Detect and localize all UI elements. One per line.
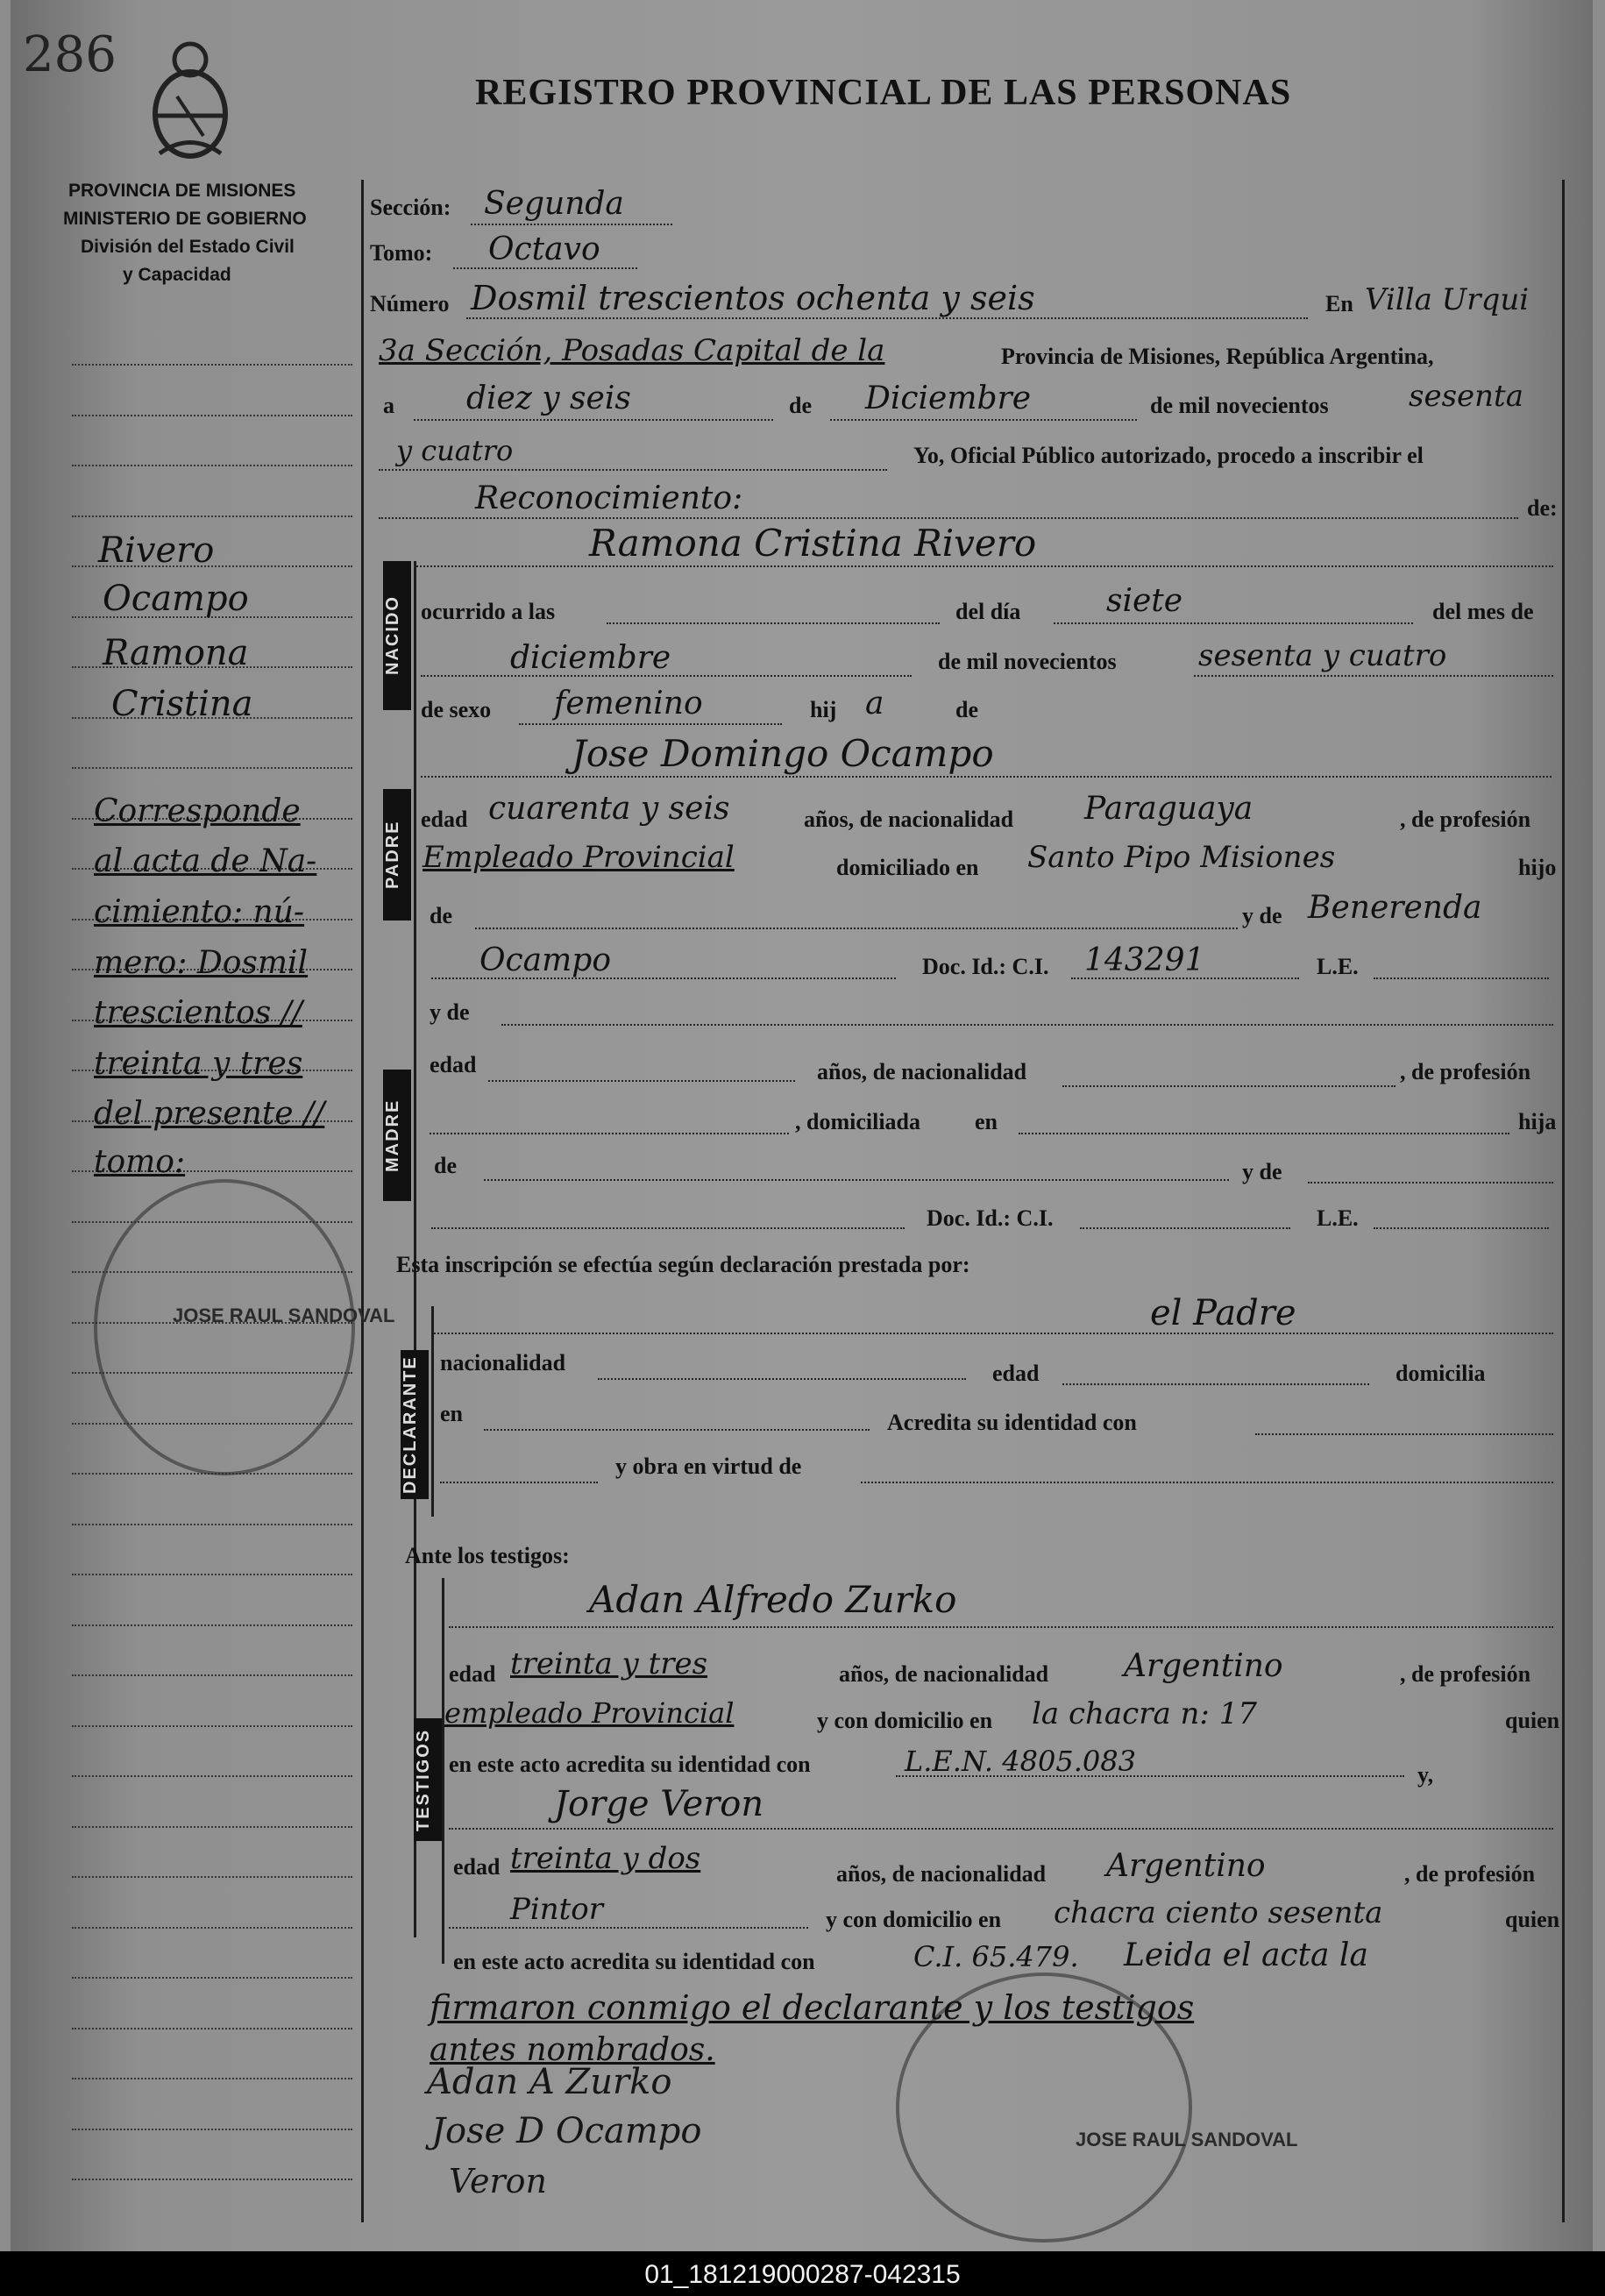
declarante-obra-line xyxy=(861,1482,1553,1483)
madre-profesion-line xyxy=(430,1133,789,1134)
padre-doc-label: Doc. Id.: C.I. xyxy=(922,954,1049,979)
margin-rule-line xyxy=(72,2179,352,2180)
margin-rule-line xyxy=(72,1674,352,1676)
declarante-nacionalidad-label: nacionalidad xyxy=(440,1350,566,1375)
testigo-2-acredita-label: en este acto acredita su identidad con xyxy=(453,1949,815,1974)
margin-rule-line xyxy=(72,364,352,366)
madre-y-de-label-2: y de xyxy=(1242,1159,1282,1184)
padre-le-line xyxy=(1374,977,1549,979)
en-label: En xyxy=(1325,291,1353,316)
declarante-nac-line xyxy=(598,1378,966,1380)
seccion-label: Sección: xyxy=(370,195,451,220)
testigo-2-edad-value: treinta y dos xyxy=(510,1841,701,1876)
margin-note-line: del presente // xyxy=(94,1096,325,1132)
declarante-rule xyxy=(431,1306,434,1517)
madre-de-label: de xyxy=(434,1153,457,1178)
testigo-1-edad-value: treinta y tres xyxy=(510,1646,708,1681)
testigo-1-doc-line xyxy=(896,1775,1404,1777)
declarante-blank-line xyxy=(440,1482,598,1483)
testigo-2-doc-value: C.I. 65.479. xyxy=(913,1940,1079,1973)
nacido-name: Ramona Cristina Rivero xyxy=(589,522,1037,565)
margin-rule-line xyxy=(72,2028,352,2029)
sexo-value: femenino xyxy=(554,686,703,721)
de-label: de xyxy=(955,697,978,722)
closing-text-2: firmaron conmigo el declarante y los testigos xyxy=(430,1988,1195,2027)
testigo-2-profesion-line xyxy=(449,1927,808,1929)
division-label: División del Estado Civil xyxy=(81,237,295,257)
padre-de-label: de xyxy=(430,903,452,928)
official-name-stamp: JOSE RAUL SANDOVAL xyxy=(173,1304,395,1326)
dia-line xyxy=(414,419,773,421)
padre-madre-value: Benerenda xyxy=(1308,890,1482,926)
madre-nacionalidad-line xyxy=(1062,1085,1395,1087)
mes-value: Diciembre xyxy=(865,380,1032,416)
del-mes-label: del mes de xyxy=(1432,599,1534,624)
nacido-name-line xyxy=(414,565,1553,567)
province-label: PROVINCIA DE MISIONES xyxy=(68,181,296,201)
padre-nacionalidad-label: años, de nacionalidad xyxy=(804,807,1014,832)
margin-rule-line xyxy=(72,2129,352,2130)
margin-note-line: cimiento: nú- xyxy=(94,894,305,930)
padre-name-line xyxy=(421,776,1552,778)
provincia-text: Provincia de Misiones, República Argentina, xyxy=(1001,344,1434,369)
declarante-en-line xyxy=(484,1429,870,1431)
anio-nac-line xyxy=(1194,675,1553,677)
nacido-section-label: NACIDO xyxy=(383,561,411,710)
madre-doc-label: Doc. Id.: C.I. xyxy=(927,1205,1054,1231)
declarante-value: el Padre xyxy=(1150,1293,1296,1333)
testigo-1-edad-label: edad xyxy=(449,1661,496,1687)
right-rule xyxy=(1562,180,1565,2222)
margin-rule-line xyxy=(72,465,352,466)
testigo-2-domicilio-value: chacra ciento sesenta xyxy=(1054,1895,1383,1930)
oficial-text: Yo, Oficial Público autorizado, procedo a inscribir el xyxy=(913,443,1424,468)
tipo-line xyxy=(379,517,1518,519)
testigo-1-domicilio-value: la chacra n: 17 xyxy=(1032,1696,1257,1731)
signature: Adan A Zurko xyxy=(427,2062,672,2102)
testigos-section-label: TESTIGOS xyxy=(414,1718,442,1841)
madre-madre-line xyxy=(1308,1182,1553,1184)
main-column-rule xyxy=(361,180,364,2222)
declarante-en-label: en xyxy=(440,1401,463,1426)
testigo-1-profesion-label: , de profesión xyxy=(1400,1661,1531,1687)
margin-rule-line xyxy=(72,1624,352,1626)
mes-nac-line xyxy=(421,675,912,677)
margin-rule-line xyxy=(72,1826,352,1828)
signature: Jose D Ocampo xyxy=(431,2111,702,2151)
testigo-1-nacionalidad-value: Argentino xyxy=(1124,1648,1283,1684)
margin-note-line: treinta y tres xyxy=(94,1046,303,1082)
anio-nac-value: sesenta y cuatro xyxy=(1198,638,1447,673)
hij-suffix: a xyxy=(865,686,884,721)
padre-padre-line xyxy=(475,928,1238,929)
anio-nac-label: de mil novecientos xyxy=(938,649,1117,674)
anio-value: sesenta xyxy=(1409,379,1523,414)
anio-line xyxy=(379,469,887,471)
sexo-label: de sexo xyxy=(421,697,492,722)
tomo-value: Octavo xyxy=(488,231,600,267)
margin-rule-line xyxy=(72,1876,352,1878)
madre-hija-label: hija xyxy=(1518,1109,1557,1134)
hijo-label: hijo xyxy=(1518,855,1557,880)
madre-le-label: L.E. xyxy=(1317,1205,1359,1231)
testigo-2-profesion-label: , de profesión xyxy=(1404,1861,1536,1887)
closing-text-1: Leida el acta la xyxy=(1124,1937,1368,1973)
de-label: de xyxy=(789,393,812,418)
madre-le-line xyxy=(1374,1227,1549,1229)
padre-profesion-value: Empleado Provincial xyxy=(423,840,735,875)
declarante-acredita-label: Acredita su identidad con xyxy=(887,1410,1137,1435)
testigo-2-name: Jorge Veron xyxy=(554,1784,764,1824)
margin-rule-line xyxy=(72,1524,352,1525)
declarante-edad-label: edad xyxy=(992,1361,1040,1386)
madre-section-label: MADRE xyxy=(383,1070,411,1201)
testigo-2-nacionalidad-value: Argentino xyxy=(1106,1848,1266,1884)
margin-rule-line xyxy=(72,767,352,769)
padre-doc-value: 143291 xyxy=(1084,942,1205,978)
closing-text-3: antes nombrados. xyxy=(430,2032,715,2068)
mes-line xyxy=(830,419,1137,421)
testigo-2-profesion-value: Pintor xyxy=(510,1892,604,1927)
declarante-acredita-line xyxy=(1255,1433,1553,1435)
anio-value-2: y cuatro xyxy=(396,434,514,467)
declarante-intro: Esta inscripción se efectúa según declaración prestada por: xyxy=(396,1252,970,1277)
madre-y-de-label: y de xyxy=(430,999,470,1025)
hij-label: hij xyxy=(810,697,837,722)
testigo-1-profesion-value: empleado Provincial xyxy=(444,1696,735,1730)
testigo-1-doc-value: L.E.N. 4805.083 xyxy=(905,1745,1136,1778)
de-end-label: de: xyxy=(1527,495,1558,521)
tomo-label: Tomo: xyxy=(370,240,433,266)
madre-doc-line xyxy=(1080,1227,1290,1229)
madre-nacionalidad-label: años, de nacionalidad xyxy=(817,1059,1027,1084)
signature: Veron xyxy=(449,2162,547,2200)
margin-name-line: Ramona xyxy=(103,633,249,673)
margin-rule-line xyxy=(72,515,352,517)
dia-value: diez y seis xyxy=(466,380,631,416)
ocurrido-label: ocurrido a las xyxy=(421,599,556,624)
margin-rule-line xyxy=(72,2078,352,2079)
testigo-1-name: Adan Alfredo Zurko xyxy=(589,1578,957,1621)
tomo-line xyxy=(453,267,637,269)
testigo-2-quien-label: quien xyxy=(1505,1907,1560,1932)
a-label: a xyxy=(383,393,394,418)
dia-nac-value: siete xyxy=(1106,583,1183,619)
sexo-line xyxy=(519,723,782,725)
division-label-2: y Capacidad xyxy=(123,265,231,285)
image-code: 01_181219000287-042315 xyxy=(644,2260,961,2289)
margin-rule-line xyxy=(72,1927,352,1929)
margin-note-line: tomo: xyxy=(94,1144,186,1180)
hora-line xyxy=(607,622,940,624)
margin-note-line: Corresponde xyxy=(94,793,301,829)
madre-profesion-label: , de profesión xyxy=(1400,1059,1531,1084)
padre-nacionalidad-value: Paraguaya xyxy=(1084,791,1253,827)
page-number: 286 xyxy=(23,26,117,83)
madre-domiciliada-label: , domiciliada xyxy=(795,1109,921,1134)
padre-le-label: L.E. xyxy=(1317,954,1359,979)
testigo-1-acredita-label: en este acto acredita su identidad con xyxy=(449,1752,811,1777)
page-title: REGISTRO PROVINCIAL DE LAS PERSONAS xyxy=(475,73,1292,113)
declarante-obra-label: y obra en virtud de xyxy=(615,1454,802,1479)
declarante-domicilia-label: domicilia xyxy=(1395,1361,1486,1386)
lugar-value-2: 3a Sección, Posadas Capital de la xyxy=(379,333,885,368)
declarante-edad-line xyxy=(1062,1383,1369,1385)
official-name-stamp: JOSE RAUL SANDOVAL xyxy=(1076,2129,1298,2150)
testigos-intro: Ante los testigos: xyxy=(405,1543,570,1568)
testigos-rule xyxy=(442,1578,444,1964)
padre-domicilio-label: domiciliado en xyxy=(836,855,979,880)
testigo-2-nacionalidad-label: años, de nacionalidad xyxy=(836,1861,1047,1887)
padre-y-de-label: y de xyxy=(1242,903,1282,928)
madre-en-label: en xyxy=(975,1109,998,1134)
testigo-1-y-label: y, xyxy=(1417,1762,1434,1788)
margin-name-line: Rivero xyxy=(98,530,215,571)
padre-madre-value-2: Ocampo xyxy=(479,942,611,978)
del-dia-label: del día xyxy=(955,599,1021,624)
padre-edad-label: edad xyxy=(421,807,468,832)
testigo-2-domicilio-label: y con domicilio en xyxy=(826,1907,1002,1932)
madre-padre-line xyxy=(484,1179,1229,1181)
testigo-1-name-line xyxy=(449,1626,1553,1628)
padre-section-label: PADRE xyxy=(383,789,411,921)
margin-rule-line xyxy=(72,1775,352,1777)
margin-rule-line xyxy=(72,415,352,416)
dia-nac-line xyxy=(1054,622,1413,624)
testigo-1-domicilio-label: y con domicilio en xyxy=(817,1708,993,1733)
margin-rule-line xyxy=(72,1977,352,1979)
padre-edad-value: cuarenta y seis xyxy=(488,791,730,827)
tipo-value: Reconocimiento: xyxy=(475,480,743,516)
numero-label: Número xyxy=(370,291,450,316)
numero-line xyxy=(466,317,1308,319)
declarante-line xyxy=(431,1333,1553,1334)
madre-edad-line xyxy=(488,1080,795,1082)
declarante-section-label: DECLARANTE xyxy=(401,1350,429,1499)
margin-rule-line xyxy=(72,1574,352,1575)
lugar-value: Villa Urqui xyxy=(1365,282,1530,317)
footer-bar xyxy=(0,2251,1605,2296)
testigo-2-name-line xyxy=(449,1828,1553,1830)
numero-value: Dosmil trescientos ochenta y seis xyxy=(471,279,1035,317)
official-seal-stamp xyxy=(94,1179,355,1475)
margin-name-line: Cristina xyxy=(111,684,253,724)
anio-label: de mil novecientos xyxy=(1150,393,1329,418)
testigo-1-quien-label: quien xyxy=(1505,1708,1560,1733)
margin-note-line: al acta de Na- xyxy=(94,843,317,879)
margin-note-line: trescientos // xyxy=(94,995,302,1031)
padre-madre-line xyxy=(431,977,896,979)
padre-profesion-label: , de profesión xyxy=(1400,807,1531,832)
testigo-2-edad-label: edad xyxy=(453,1854,501,1880)
padre-domicilio-value: Santo Pipo Misiones xyxy=(1027,840,1336,875)
mes-nac-value: diciembre xyxy=(510,640,671,676)
padre-doc-line xyxy=(1071,977,1299,979)
madre-name-line xyxy=(501,1024,1553,1026)
seccion-line xyxy=(471,224,672,225)
madre-blank-line xyxy=(431,1227,905,1229)
seccion-value: Segunda xyxy=(484,186,624,222)
register-sheet xyxy=(11,0,1593,2251)
margin-rule-line xyxy=(72,1725,352,1727)
testigo-1-nacionalidad-label: años, de nacionalidad xyxy=(839,1661,1049,1687)
ministry-label: MINISTERIO DE GOBIERNO xyxy=(63,209,307,229)
padre-name: Jose Domingo Ocampo xyxy=(572,732,994,775)
madre-edad-label: edad xyxy=(430,1052,477,1077)
margin-name-line: Ocampo xyxy=(103,579,249,619)
madre-domicilio-line xyxy=(1019,1133,1509,1134)
coat-of-arms-icon xyxy=(142,35,238,167)
margin-note-line: mero: Dosmil xyxy=(94,945,309,981)
